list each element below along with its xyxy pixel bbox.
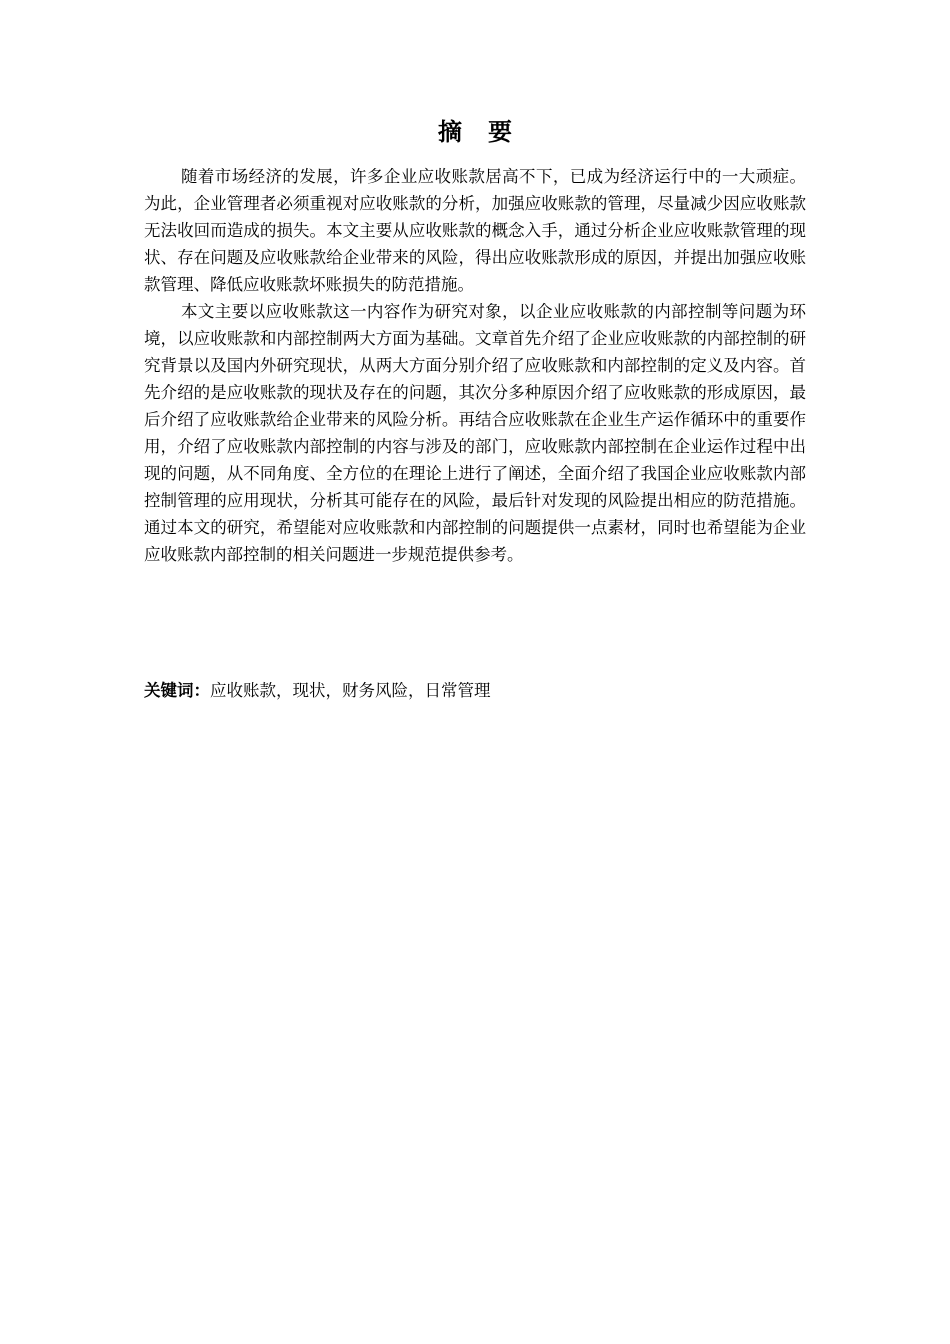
abstract-paragraph-2: 本文主要以应收账款这一内容作为研究对象，以企业应收账款的内部控制等问题为环境，以应收账款和内部控制两大方面为基础。文章首先介绍了企业应收账款的内部控制的研究背景以及国内外研究现状，从两大方面分别介绍了应收账款和内部控制的定义及内容。首先介绍的是应收账款的现状及存在的问题，其次分多种原因介绍了应收账款的形成原因，最后介绍了应收账款给企业带来的风险分析。再结合应收账款在企业生产运作循环中的重要作用，介绍了应收账款内部控制的内容与涉及的部门，应收账款内部控制在企业运作过程中出现的问题，从不同角度、全方位的在理论上进行了阐述，全面介绍了我国企业应收账款内部控制管理的应用现状，分析其可能存在的风险，最后针对发现的风险提出相应的防范措施。通过本文的研究，希望能对应收账款和内部控制的问题提供一点素材，同时也希望能为企业应收账款内部控制的相关问题进一步规范提供参考。 (144, 302, 806, 564)
abstract-body (144, 163, 806, 568)
abstract-paragraph-1: 随着市场经济的发展，许多企业应收账款居高不下，已成为经济运行中的一大顽症。为此，企业管理者必须重视对应收账款的分析，加强应收账款的管理，尽量减少因应收账款无法收回而造成的损失。本文主要从应收账款的概念入手，通过分析企业应收账款管理的现状、存在问题及应收账款给企业带来的风险，得出应收账款形成的原因，并提出加强应收账款管理、降低应收账款坏账损失的防范措施。 (144, 167, 806, 294)
keywords-label: 关键词： (144, 681, 210, 700)
keywords-value: 应收账款，现状，财务风险，日常管理 (210, 681, 491, 700)
keywords-line (144, 677, 806, 705)
abstract-title: 摘要 (438, 118, 538, 146)
